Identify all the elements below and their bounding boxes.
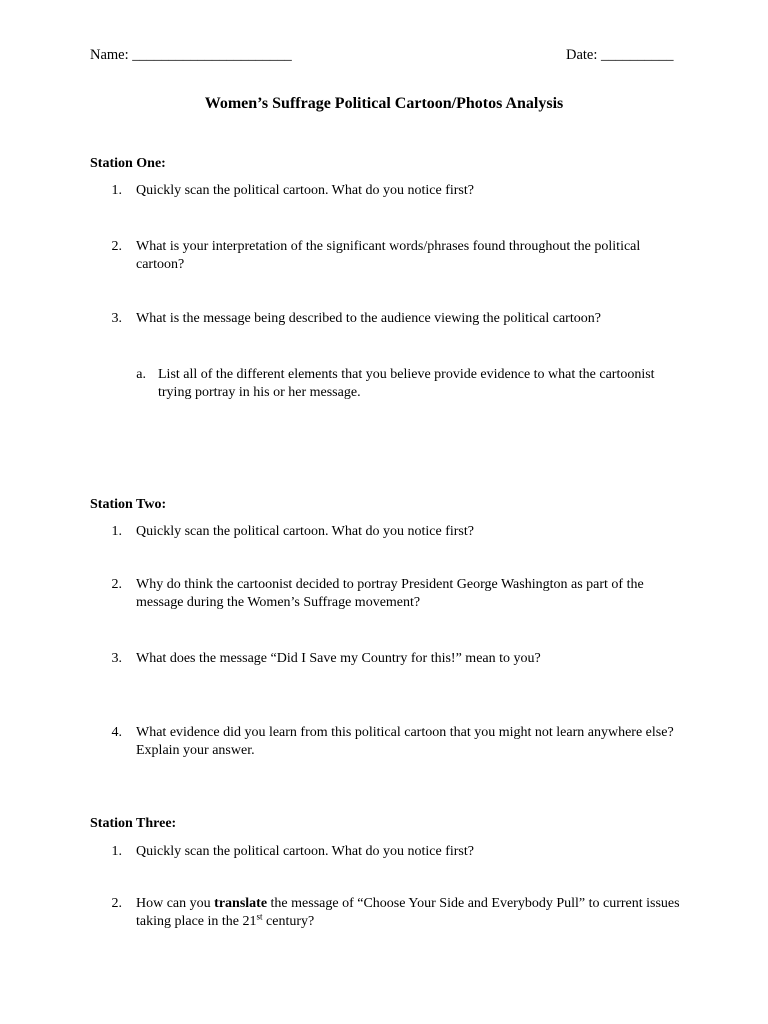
question-text (136, 238, 676, 274)
question-number: 1. (111, 524, 122, 539)
page-title: Women’s Suffrage Political Cartoon/Photos Analysis (204, 95, 564, 112)
station-one-heading: Station One: (90, 156, 166, 171)
question-line: What is your interpretation of the significant words/phrases found throughout the political (136, 239, 641, 254)
question-line: message during the Women’s Suffrage movement? (136, 595, 421, 610)
question-number: 1. (111, 183, 122, 198)
question-line: Explain your answer. (136, 743, 255, 758)
question-text (136, 843, 676, 861)
question-text (136, 310, 676, 328)
question-line: Quickly scan the political cartoon. What do you notice first? (136, 844, 474, 859)
question-text-segment: the message of “Choose Your Side and Everybody Pull” to current issues (267, 896, 680, 911)
question-number: 3. (111, 651, 122, 666)
question-number: 3. (111, 311, 122, 326)
emphasized-word: translate (214, 896, 268, 911)
question-text (136, 523, 676, 541)
question-line: What evidence did you learn from this political cartoon that you might not learn anywhere else? (136, 725, 674, 740)
sub-question-letter: a. (136, 367, 146, 382)
question-text (136, 576, 676, 612)
question-line: What does the message “Did I Save my Country for this!” mean to you? (136, 651, 541, 666)
ordinal-superscript: st (256, 911, 263, 922)
name-field-label: Name: ______________________ (90, 47, 292, 63)
question-line (136, 895, 680, 913)
question-number: 2. (111, 239, 122, 254)
question-line: cartoon? (136, 257, 185, 272)
sub-question-text (158, 366, 698, 402)
question-line (136, 913, 676, 931)
date-field-label: Date: __________ (566, 47, 674, 63)
question-text (136, 182, 676, 200)
question-line: trying portray in his or her message. (158, 385, 361, 400)
question-text-segment: century? (262, 914, 315, 929)
question-number: 2. (111, 896, 122, 911)
question-number: 1. (111, 844, 122, 859)
question-number: 4. (111, 725, 122, 740)
question-line: What is the message being described to the audience viewing the political cartoon? (136, 311, 601, 326)
question-text-segment: taking place in the 21 (136, 914, 257, 929)
question-number: 2. (111, 577, 122, 592)
question-text (136, 724, 676, 760)
question-text (136, 650, 676, 668)
question-text-segment: How can you (136, 896, 215, 911)
question-line: Why do think the cartoonist decided to portray President George Washington as part of the (136, 577, 644, 592)
question-text (136, 895, 680, 931)
station-three-heading: Station Three: (90, 816, 177, 831)
question-line: List all of the different elements that you believe provide evidence to what the cartoonist (158, 367, 655, 382)
question-line: Quickly scan the political cartoon. What do you notice first? (136, 524, 474, 539)
question-line: Quickly scan the political cartoon. What do you notice first? (136, 183, 474, 198)
station-two-heading: Station Two: (90, 497, 167, 512)
